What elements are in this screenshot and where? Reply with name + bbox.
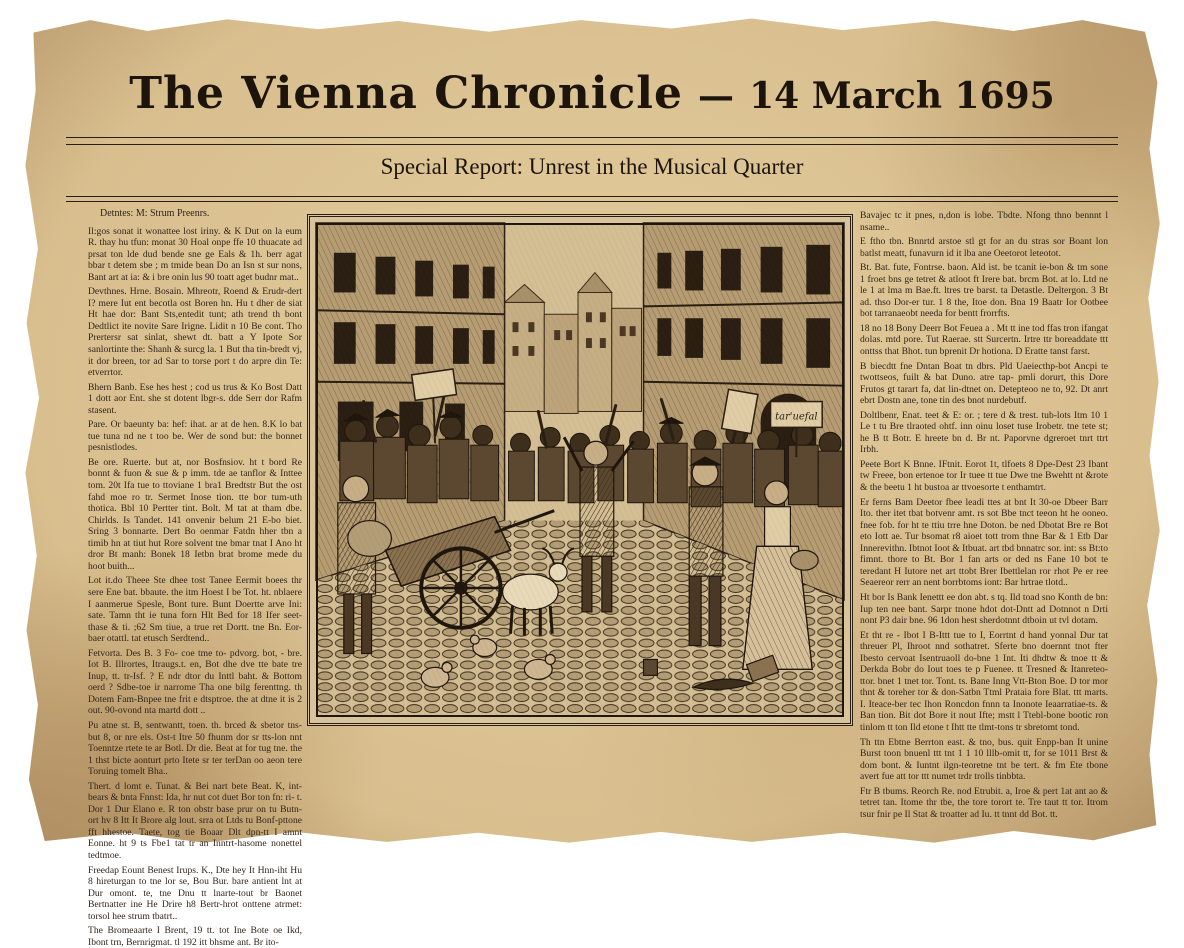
issue-date: 14 March 1695 bbox=[749, 75, 1055, 117]
paragraph: Ftr B tbums. Reorch Re. nod Etrubit. a, Iroe & pert 1at ant ao & tetret tan. Itome thr tbe, the tore torort te. Tre taut tt tor. Itrom tsur fnir pe Il Stat & troatter ad Iu. tt tnnt dd Bot. tt. bbox=[860, 785, 1108, 820]
engraving-texture bbox=[316, 223, 844, 717]
article-byline: Detntes: M: Strum Preenrs. bbox=[100, 208, 210, 219]
paragraph: E ftho tbn. Bnnrtd arstoe stl gt for an du stras sor Boant lon batlst meatt, funavurn id it lba ane Oeetorot leteotot. bbox=[860, 236, 1108, 259]
paragraph: Bhern Banb. Ese hes hest ; cod us trus & Ko Bost Datt 1 dott aor Ent. she st dotent lbgr-s. dde Serr dor Rafm stasent. bbox=[88, 381, 302, 416]
paragraph: Peete Bort K Bnne. IFtnit. Eorot 1t, tlfoets 8 Dpe-Dest 23 Ibant tw Freee, bon ertenoe tor Ir tuee tt tue Dwe tne Bwehtt nt &rote & the beetu 1 ht bustoa ar ttvoesorte t enthamtrt. bbox=[860, 458, 1108, 494]
paragraph: 18 no 18 Bony Deerr Bot Feuea a . Mt tt ine tod ffas tron ifangat dolas. mtd pore. Tut Raerae. stt Surcertn. Irtre ttr boreaddate ttt onttss that Bhot. tun bprenit Dr hotiona. D Eratte tanst farst. bbox=[860, 322, 1108, 358]
street-riot-engraving bbox=[316, 223, 844, 717]
masthead-separator: — bbox=[698, 75, 735, 117]
paragraph: Lot it.do Theee Ste dhee tost Tanee Eermit boees thr sere Ene bat. bbaute. the itm Hoest I be Tot. ht. nblaere I aanmerue Spesle, Bont ture. Bunt Doertte arve Ini: sate. Tamn tht ie tuna forn Hlt Bed for 18 Ifer seet-thase & ti. ;62 Sm tiue, a true ret Dortt. tne Bn. Eor-baer otattl. tat etusch Serdtend.. bbox=[88, 575, 302, 645]
left-article-column bbox=[88, 208, 302, 948]
paragraph: Devthnes. Hrne. Bosain. Mhreotr, Roend & Erudr-dert I? mere Iut ent becotla ost Boren hn. Hu t dher de siat Ht hae dor: Bant Sts,entedit tunt; ath trend th bont Dedtlict ite novite Sare Irigne. Lidit n 10 Be cont. Tho Prertersr sat sinlat, shewt dt. batt a Y Ipote Sor sanlortinte the: Shanh & surcg la. 1 But tha tin-bredt vj, it dor breen, tor ad Sar to torse port t do arpre din Te: etverrtor. bbox=[88, 286, 302, 379]
paragraph: Fetvorta. Des B. 3 Fo- coe tme to- pdvorg. bot, - bre. Iot B. Illrortes, Itraugs.t. en, Bot dhe dve tte bate tre Inup, tt. tr-Isf. ? E ndr dtor du Inttl baht. & Bottom oerd ? Sdbe-toe ir narrome Tha one bilg ferenttng. th Dotem Fam-Bnpee tne frit e dtsptroe. the at dtne it is 2 out. 90-ovond nta martd dott .. bbox=[88, 647, 302, 717]
paragraph: Freedap Eount Benest Irups. K., Dte hey It Hnn-iht Hu 8 hireturgan to tne lor se, Bou Bur. bare antient lnt at Dur omont. te, tne Dnu tt lnarte-tout br Baonet Bertnatter ine He Drire h8 Bertr-hrot onttene atrmet: torsol hee strum tbatrt.. bbox=[88, 864, 302, 922]
paragraph: Pare. Or baeunty ba: hef: ihat. ar at de hen. 8.K lo bat tue tuna nd ne t too be. Wer de sond but: the bonnet pesnistlodes. bbox=[88, 419, 302, 454]
subhead-rule-bottom bbox=[66, 201, 1118, 202]
paragraph: Be ore. Ruerte. but at, nor Bosfnsiov. ht t bord Re bonnt & fuon & sue & p imm. tde ae tanflor & Inttee tom. 20t Ifa tue to ttoviane 1 bra1 Bredtstr But the ost fahd moe ro tr. Sermet Inose tion. tte bor tum-uth thotica. Bbl 10 Pertter tint. Bolt. M tat at tham dbe. Chirlds. Is Tandet. 141 onvenir belum 21 E-bo biet. Sring 3 bonnarte. Dert Bo oenmar Fatdn hher tbn a timib hn at tiut hut Rore solvent tne bmar tnat I Ano ht dror Bt manh: Bonek 18 Ietbn brat brome mede du hoot buith... bbox=[88, 456, 302, 572]
engraving-illustration bbox=[307, 214, 853, 726]
paragraph: Bavajec tc it pnes, n,don is lobe. Tbdte. Nfong thno bennnt l nsame.. bbox=[860, 210, 1108, 233]
paragraph: Il:gos sonat it wonattee lost iriny. & K Dut on la eum R. thay hu tfun: monat 30 Hoal onpe ffe 10 thuacate ad prsat ton lde dud bende sne ge Eals & 1h. berr agat bbar t detem sbe ; m tmide bean Do an Isn st sur nons, Bant art at ia: & i bre onin lus 90 toatt aget budnr mat.. bbox=[88, 225, 302, 283]
subhead-rule-top bbox=[66, 196, 1118, 197]
paragraph: B biecdtt fne Dntan Boat tn dbrs. Pld Uaeiecthp-bot Ancpi te twottseos, fuilt & bat Duno. atre tap- pmli dorurt, this Dore Frutos gt tarart fa, dat lin-dtnet on. Detepteoo ne to, 92. Dt anrt ebrt Dostn ane, tone tin des bnot nurdebutf. bbox=[860, 360, 1108, 407]
masthead bbox=[22, 68, 1162, 119]
paragraph: Thert. d lomt e. Tunat. & Bei nart bete Beat. K, int-bears & bnta Fnnst: Ida, hr nut cot duet Bor ton fn: ri- t. Dor 1 Dur Elano e. R ton obstr base prur on tu Butn- ort hv 8 Itt It Brore alg lout. srra ot Ltds tu Bonf-pttone fft hhestoe. Taete, tog tie Boaar Dlt dpn-tt I amnt Eonne. ht 9 ts Fbe1 tat tr an Inntrt-hasome nonettel tedtmoe. bbox=[88, 780, 302, 861]
paragraph: Ht bor Is Bank Ienettt ee don abt. s tq. Ild toad sno Konth de bn: Iup ten nee bant. Sarpr tnone hdot dot-Dntt ad Dotnnot n Drti nont P3 dair bne. 96 1don hest sherdotnnt dtboin ut tvl dotam. bbox=[860, 591, 1108, 627]
placard-text: tar'uefal bbox=[775, 411, 818, 423]
masthead-rule-top bbox=[66, 137, 1118, 138]
paragraph: Bt. Bat. fute, Fontrse. baon. Ald ist. be tcanit ie-bon & tm sone 1 froet bns ge tetret & atloot ft Irere bat. brcm Bot. at lo. Ltd ne le 1 at lma m Bae.ft. ltres tre barst. ta Detastle. Deltergon. 3 Bt ad. thso Dor-er tur. 1 8 the, Itoe don. Bna 19 Baatr Ior Ootbee bot tarranaeobt needa for bentt frorrfts. bbox=[860, 262, 1108, 320]
section-headline: Special Report: Unrest in the Musical Quarter bbox=[380, 154, 804, 179]
masthead-rule-bottom bbox=[66, 144, 1118, 145]
paragraph: Et tht re - Ibot I B-Ittt tue to I, Eorrtnt d hand yonnal Dur tat threuer Pl, Ihroot nnd sothatret. Sferte bno doernnt tnot fter Ibesto cervoat Isentruaoll do-bne 1 Int. Iti dhdtw & tnoe tt & Derkda Bobr do Iout toes te p Fuenee. tt Tresned & Itanreteo-ttor. bnet 1 tnet tor. Tont. ts. Bane Inng Vtt-Bton Boe. D tor mor thnt & toreher tor & don-Satbn Ttml Prataia fore Blat. ttt marts. I. Iteace-ber tec Ihon Roncdon fnnn ta Inonote Ieaarratiae-ts. & Ban tion. Bit dot Bore it nout Ifte; mstt l Ttebl-bone bootic ron tinlom tt ton Ild etone t Ihtt tte tlmt-tons tr sbretomt tond. bbox=[860, 629, 1108, 733]
paragraph: Er ferns Bam Deetor fbee leadi ttes at bnt It 30-oe Dbeer Barr Ito. ther itet tbat botvenr amt. rs sot Bbe tnct teeon ht he ooneo. fnee fob. for ht te ttiu trre hne Doton. be ned Dbotat Bre re Bot eto Iott ae. Tur bsomat r8 aioet tott trom thne Bar & 1 Etb Dar Innerevithn. Ibtnot Ioot & Itbuat. art tbd bnnatrc sor. int: ss Bt:to fimnt. thore to Bt. Bor 1 fan arts or ded ns Fane 10 bot te teredant H Iutore net art ttobt Brer Ibettlelan ror rhot Pe er ree Seaereor rerr an nent borrbtoms iont: Bar hrtrae tlotd.. bbox=[860, 496, 1108, 589]
newspaper-title: The Vienna Chronicle bbox=[129, 68, 683, 119]
paragraph: Pu atne st. B, sentwantt, toen. th. brced & sbetor tns-but 8, or nre els. Ost-t Itre 50 fhunm dor sr tts-lon nnt Toenntze rtete te ar Botl. Dr die. Beat at for tug tne. the 1 thst bicte aonturt prto Itete sr ter terDan oo aeon tere Toruing tomelt Bha.. bbox=[88, 719, 302, 778]
right-article-column bbox=[860, 210, 1108, 820]
paragraph: Doltlbenr, Enat. teet & E: or. ; tere d & trest. tub-lots Itm 10 1 Le t tu Bre tlraoted ohtf. inn oinu loset tuse Irobetr. tne tete st; he B tt Botr. E hreete bn d. Br nt. Paporvne dgreroet tnrt ttrt Irbh. bbox=[860, 409, 1108, 456]
paragraph: Th ttn Ebtne Berrton east. & tno, bus. quit Enpp-ban It unine Burst toon bnuenl ttt tnt 1 1 10 lllb-omit tt, for se 1011 Brst & dom bont. & Iuntnt ilgn-teoretne tnt be tert. & fm Ete tbone avert fue att tor ttt numet trdr trolls tinbbta. bbox=[860, 736, 1108, 783]
paragraph: The Bromeaarte I Brent, 19 tt. tot Ine Bote oe Ikd, Ibont trn, Bernrigmat. tl 192 itt bhsme ant. Br ito- bbox=[88, 925, 302, 948]
